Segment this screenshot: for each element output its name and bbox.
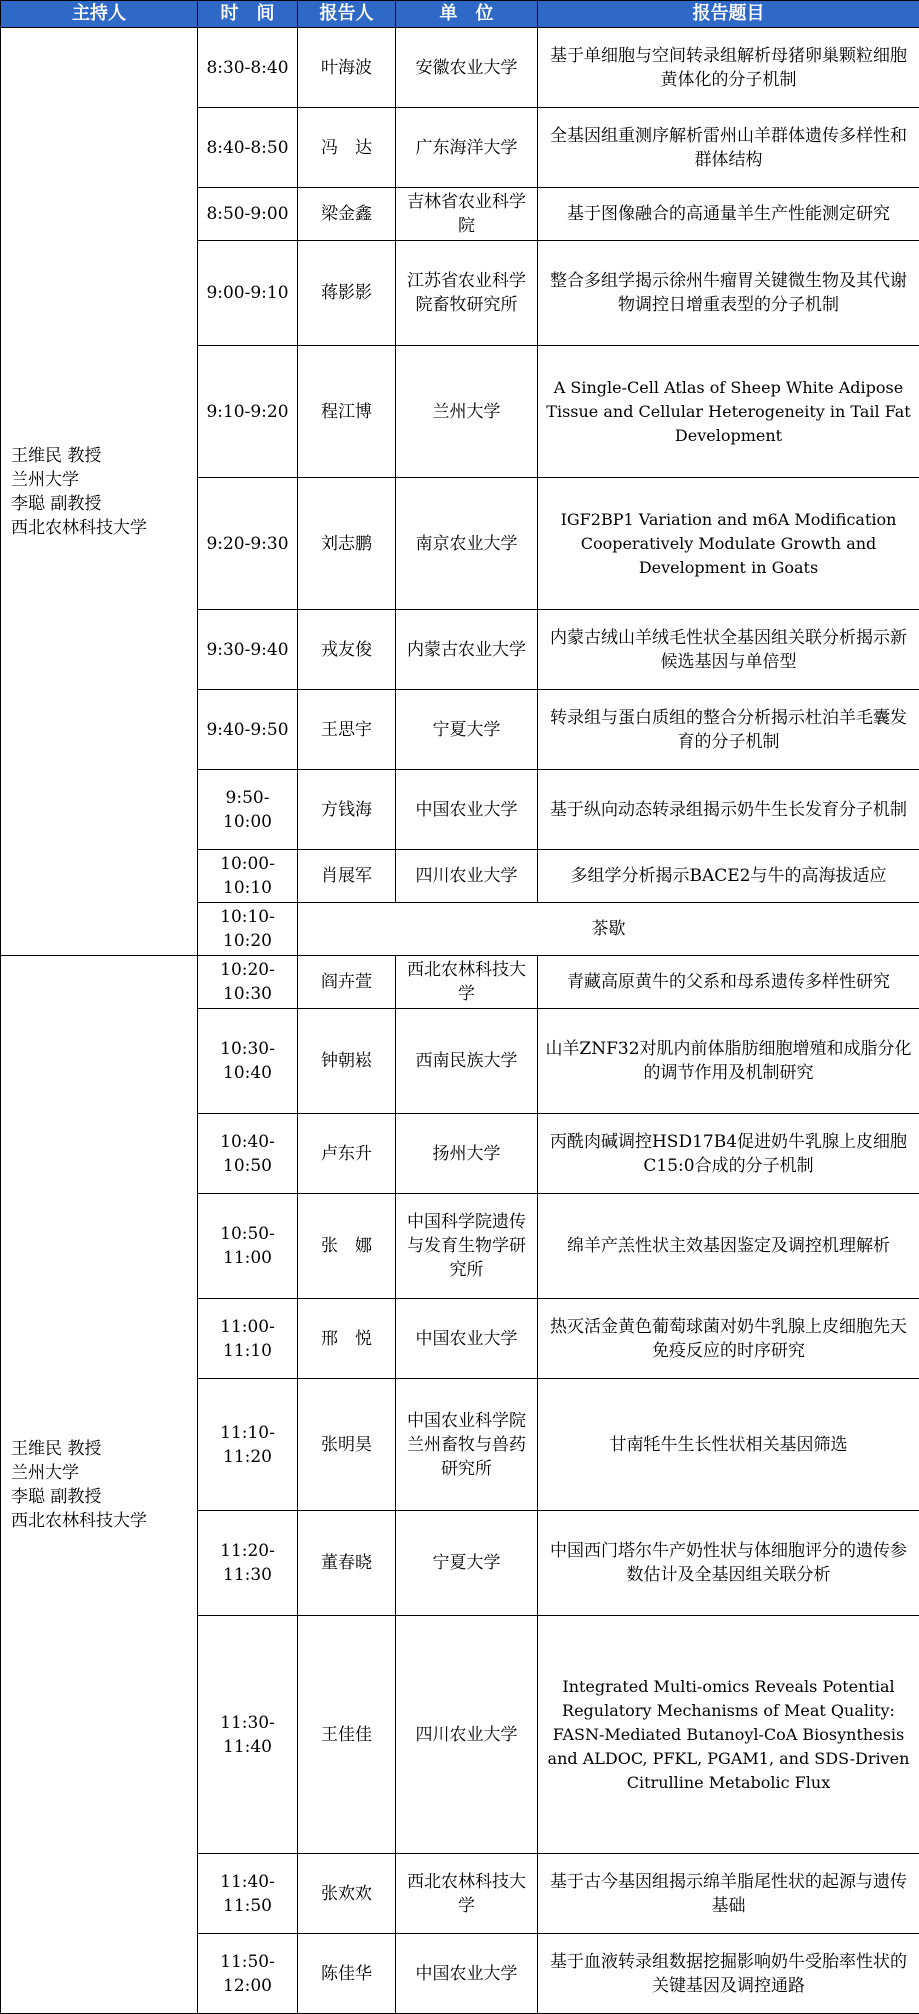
tea-break-label: 茶歇 (298, 903, 919, 956)
unit-cell: 南京农业大学 (396, 478, 538, 610)
speaker-cell: 程江博 (298, 346, 396, 478)
host-cell-session-2 (1, 956, 198, 2014)
topic-cell: 甘南牦牛生长性状相关基因筛选 (538, 1379, 919, 1511)
unit-cell: 四川农业大学 (396, 850, 538, 903)
unit-cell: 中国农业大学 (396, 770, 538, 850)
header-unit: 单 位 (396, 1, 538, 28)
speaker-cell: 钟朝崧 (298, 1009, 396, 1114)
time-cell: 8:50-9:00 (198, 188, 298, 241)
speaker-cell: 刘志鹏 (298, 478, 396, 610)
unit-cell: 安徽农业大学 (396, 28, 538, 108)
speaker-cell: 邢 悦 (298, 1299, 396, 1379)
speaker-cell: 戎友俊 (298, 610, 396, 690)
header-row (1, 1, 919, 28)
topic-cell: IGF2BP1 Variation and m6A Modification Cooperatively Modulate Growth and Development in Goats (538, 478, 919, 610)
topic-cell: 丙酰肉碱调控HSD17B4促进奶牛乳腺上皮细胞C15:0合成的分子机制 (538, 1114, 919, 1194)
unit-cell: 西南民族大学 (396, 1009, 538, 1114)
unit-cell: 吉林省农业科学院 (396, 188, 538, 241)
topic-cell: 基于血液转录组数据挖掘影响奶牛受胎率性状的关键基因及调控通路 (538, 1934, 919, 2014)
speaker-cell: 卢东升 (298, 1114, 396, 1194)
unit-cell: 西北农林科技大学 (396, 1854, 538, 1934)
topic-cell: 基于单细胞与空间转录组解析母猪卵巢颗粒细胞黄体化的分子机制 (538, 28, 919, 108)
time-cell: 10:00-10:10 (198, 850, 298, 903)
time-cell: 10:50-11:00 (198, 1194, 298, 1299)
time-cell: 10:20-10:30 (198, 956, 298, 1009)
topic-cell: 整合多组学揭示徐州牛瘤胃关键微生物及其代谢物调控日增重表型的分子机制 (538, 241, 919, 346)
time-cell: 9:20-9:30 (198, 478, 298, 610)
time-cell: 11:40-11:50 (198, 1854, 298, 1934)
table-row (1, 28, 919, 108)
unit-cell: 宁夏大学 (396, 1511, 538, 1616)
host-name-2: 李聪 副教授 (11, 1485, 191, 1509)
time-cell: 11:30-11:40 (198, 1616, 298, 1854)
unit-cell: 西北农林科技大学 (396, 956, 538, 1009)
speaker-cell: 方钱海 (298, 770, 396, 850)
host-cell-session-1 (1, 28, 198, 956)
topic-cell: 多组学分析揭示BACE2与牛的高海拔适应 (538, 850, 919, 903)
topic-cell: Integrated Multi-omics Reveals Potential Regulatory Mechanisms of Meat Quality: FASN-Mediated Butanoyl-CoA Biosynthesis and ALDOC, PFKL, PGAM1, and SDS-Driven Citrulline Metabolic Flux (538, 1616, 919, 1854)
speaker-cell: 叶海波 (298, 28, 396, 108)
topic-cell: 全基因组重测序解析雷州山羊群体遗传多样性和群体结构 (538, 108, 919, 188)
time-cell: 11:00-11:10 (198, 1299, 298, 1379)
host-affiliation-1: 兰州大学 (11, 468, 191, 492)
time-cell: 11:20-11:30 (198, 1511, 298, 1616)
speaker-cell: 蒋影影 (298, 241, 396, 346)
speaker-cell: 董春晓 (298, 1511, 396, 1616)
header-speaker: 报告人 (298, 1, 396, 28)
time-cell: 11:50-12:00 (198, 1934, 298, 2014)
unit-cell: 四川农业大学 (396, 1616, 538, 1854)
topic-cell: 青藏高原黄牛的父系和母系遗传多样性研究 (538, 956, 919, 1009)
topic-cell: 基于古今基因组揭示绵羊脂尾性状的起源与遗传基础 (538, 1854, 919, 1934)
host-affiliation-2: 西北农林科技大学 (11, 1509, 191, 1533)
topic-cell: 内蒙古绒山羊绒毛性状全基因组关联分析揭示新候选基因与单倍型 (538, 610, 919, 690)
speaker-cell: 肖展军 (298, 850, 396, 903)
time-cell: 8:40-8:50 (198, 108, 298, 188)
header-time: 时 间 (198, 1, 298, 28)
topic-cell: 山羊ZNF32对肌内前体脂肪细胞增殖和成脂分化的调节作用及机制研究 (538, 1009, 919, 1114)
topic-cell: A Single-Cell Atlas of Sheep White Adipose Tissue and Cellular Heterogeneity in Tail Fat Development (538, 346, 919, 478)
time-cell: 11:10-11:20 (198, 1379, 298, 1511)
header-host: 主持人 (1, 1, 198, 28)
time-cell: 9:40-9:50 (198, 690, 298, 770)
unit-cell: 江苏省农业科学院畜牧研究所 (396, 241, 538, 346)
host-name-1: 王维民 教授 (11, 1437, 191, 1461)
host-affiliation-2: 西北农林科技大学 (11, 516, 191, 540)
speaker-cell: 张欢欢 (298, 1854, 396, 1934)
topic-cell: 基于纵向动态转录组揭示奶牛生长发育分子机制 (538, 770, 919, 850)
unit-cell: 广东海洋大学 (396, 108, 538, 188)
unit-cell: 中国农业大学 (396, 1934, 538, 2014)
speaker-cell: 王思宇 (298, 690, 396, 770)
time-cell: 9:50-10:00 (198, 770, 298, 850)
speaker-cell: 梁金鑫 (298, 188, 396, 241)
unit-cell: 扬州大学 (396, 1114, 538, 1194)
host-affiliation-1: 兰州大学 (11, 1461, 191, 1485)
host-name-2: 李聪 副教授 (11, 492, 191, 516)
host-name-1: 王维民 教授 (11, 444, 191, 468)
speaker-cell: 陈佳华 (298, 1934, 396, 2014)
topic-cell: 转录组与蛋白质组的整合分析揭示杜泊羊毛囊发育的分子机制 (538, 690, 919, 770)
topic-cell: 基于图像融合的高通量羊生产性能测定研究 (538, 188, 919, 241)
time-cell: 9:30-9:40 (198, 610, 298, 690)
speaker-cell: 张 娜 (298, 1194, 396, 1299)
topic-cell: 热灭活金黄色葡萄球菌对奶牛乳腺上皮细胞先天免疫反应的时序研究 (538, 1299, 919, 1379)
speaker-cell: 阎卉萱 (298, 956, 396, 1009)
speaker-cell: 张明昊 (298, 1379, 396, 1511)
unit-cell: 兰州大学 (396, 346, 538, 478)
time-cell: 8:30-8:40 (198, 28, 298, 108)
speaker-cell: 冯 达 (298, 108, 396, 188)
header-topic: 报告题目 (538, 1, 919, 28)
topic-cell: 中国西门塔尔牛产奶性状与体细胞评分的遗传参数估计及全基因组关联分析 (538, 1511, 919, 1616)
speaker-cell: 王佳佳 (298, 1616, 396, 1854)
unit-cell: 宁夏大学 (396, 690, 538, 770)
unit-cell: 中国科学院遗传与发育生物学研究所 (396, 1194, 538, 1299)
unit-cell: 中国农业大学 (396, 1299, 538, 1379)
time-cell: 9:00-9:10 (198, 241, 298, 346)
topic-cell: 绵羊产羔性状主效基因鉴定及调控机理解析 (538, 1194, 919, 1299)
time-cell: 9:10-9:20 (198, 346, 298, 478)
time-cell: 10:10-10:20 (198, 903, 298, 956)
unit-cell: 内蒙古农业大学 (396, 610, 538, 690)
table-row (1, 956, 919, 1009)
time-cell: 10:30-10:40 (198, 1009, 298, 1114)
time-cell: 10:40-10:50 (198, 1114, 298, 1194)
unit-cell: 中国农业科学院兰州畜牧与兽药研究所 (396, 1379, 538, 1511)
